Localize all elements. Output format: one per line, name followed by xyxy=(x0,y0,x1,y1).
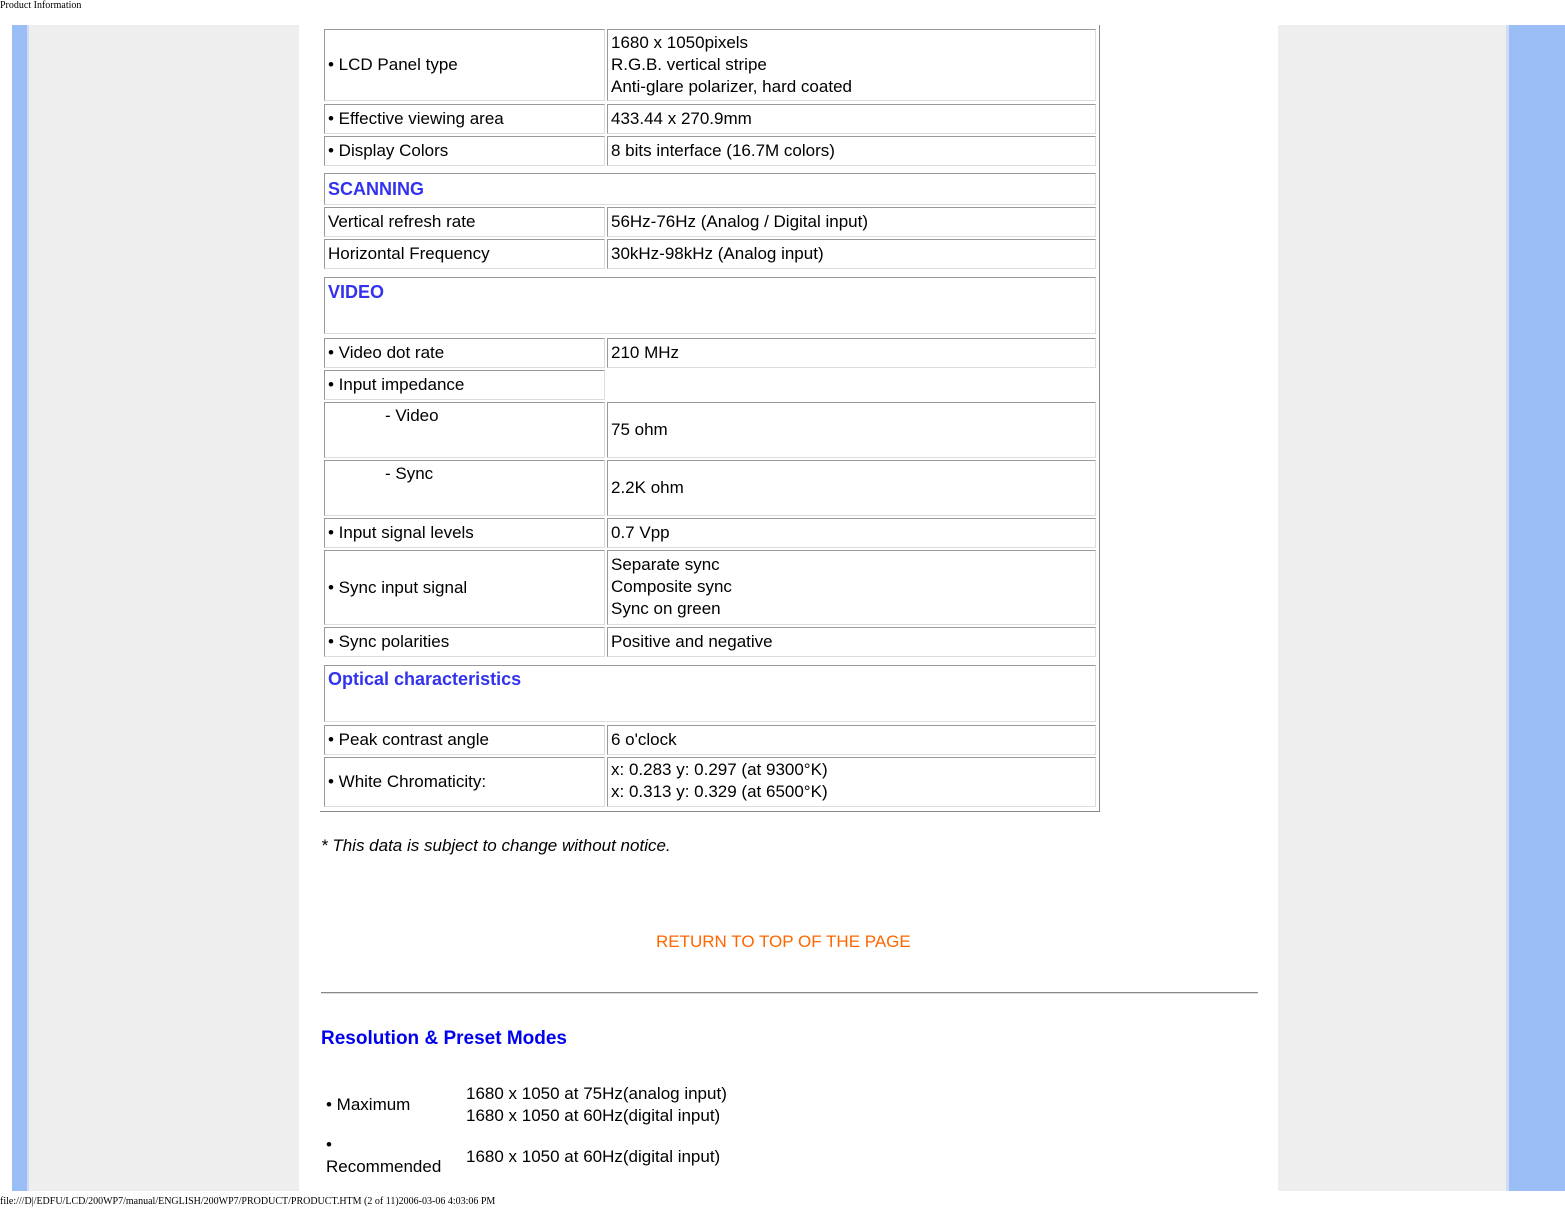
chroma-line-6500: x: 0.313 y: 0.329 (at 6500°K) xyxy=(611,782,828,801)
spec-label-sync-polarities: • Sync polarities xyxy=(324,627,605,657)
left-blue-border xyxy=(12,25,27,1191)
spec-label-horizontal-frequency: Horizontal Frequency xyxy=(324,239,605,269)
spec-label-peak-contrast: • Peak contrast angle xyxy=(324,725,605,755)
right-blue-border xyxy=(1509,25,1565,1191)
spec-label-impedance-sync: - Sync xyxy=(324,460,605,516)
spec-value-viewing-area: 433.44 x 270.9mm xyxy=(607,104,1096,134)
spec-label-vertical-refresh: Vertical refresh rate xyxy=(324,207,605,237)
spec-value-white-chromaticity xyxy=(607,757,1096,807)
spec-value-peak-contrast: 6 o'clock xyxy=(607,725,1096,755)
resolution-heading: Resolution & Preset Modes xyxy=(321,1028,567,1049)
spec-value-impedance-video: 75 ohm xyxy=(607,402,1096,458)
spec-label-display-colors: • Display Colors xyxy=(324,136,605,166)
resolution-value-recommended: 1680 x 1050 at 60Hz(digital input) xyxy=(466,1147,721,1166)
horizontal-divider xyxy=(321,992,1258,994)
spec-label-video-dot-rate: • Video dot rate xyxy=(324,338,605,368)
resolution-value-maximum xyxy=(466,1083,727,1127)
spec-label-impedance-video: - Video xyxy=(324,402,605,458)
recommended-text: Recommended xyxy=(326,1157,442,1176)
return-to-top-link[interactable]: RETURN TO TOP OF THE PAGE xyxy=(656,932,911,951)
resolution-label-maximum: • Maximum xyxy=(326,1095,411,1114)
section-heading-scanning: SCANNING xyxy=(324,173,1096,205)
spec-value-video-dot-rate: 210 MHz xyxy=(607,338,1096,368)
max-line-digital: 1680 x 1050 at 60Hz(digital input) xyxy=(466,1106,721,1125)
sync-line-composite: Composite sync xyxy=(611,577,732,596)
spec-value-display-colors: 8 bits interface (16.7M colors) xyxy=(607,136,1096,166)
spec-value-impedance-sync: 2.2K ohm xyxy=(607,460,1096,516)
chroma-line-9300: x: 0.283 y: 0.297 (at 9300°K) xyxy=(611,760,828,779)
spec-label-input-signal-levels: • Input signal levels xyxy=(324,518,605,548)
sync-line-green: Sync on green xyxy=(611,599,721,618)
section-heading-optical: Optical characteristics xyxy=(324,665,1096,722)
right-sidebar xyxy=(1278,25,1506,1191)
recommended-bullet: • xyxy=(326,1135,332,1154)
spec-label-input-impedance: • Input impedance xyxy=(324,370,605,400)
max-line-analog: 1680 x 1050 at 75Hz(analog input) xyxy=(466,1084,727,1103)
spec-value-sync-polarities: Positive and negative xyxy=(607,627,1096,657)
left-sidebar xyxy=(29,25,299,1191)
spec-label-viewing-area: • Effective viewing area xyxy=(324,104,605,134)
footer-file-path: file:///D|/EDFU/LCD/200WP7/manual/ENGLISH/200WP7/PRODUCT/PRODUCT.HTM (2 of 11)2006-03-06 4:03:06 PM xyxy=(0,1196,496,1207)
disclaimer-note: * This data is subject to change without notice. xyxy=(321,836,671,855)
section-heading-video: VIDEO xyxy=(324,277,1096,334)
lcd-line-resolution: 1680 x 1050pixels xyxy=(611,33,749,52)
spec-value-sync-input-signal xyxy=(607,550,1096,625)
resolution-label-recommended xyxy=(326,1134,441,1178)
sync-line-separate: Separate sync xyxy=(611,555,720,574)
spec-value-horizontal-frequency: 30kHz-98kHz (Analog input) xyxy=(607,239,1096,269)
spec-value-vertical-refresh: 56Hz-76Hz (Analog / Digital input) xyxy=(607,207,1096,237)
spec-label-lcd-panel-type: • LCD Panel type xyxy=(324,29,605,101)
spec-label-white-chromaticity: • White Chromaticity: xyxy=(324,757,605,807)
lcd-line-stripe: R.G.B. vertical stripe xyxy=(611,55,767,74)
spec-value-input-signal-levels: 0.7 Vpp xyxy=(607,518,1096,548)
spec-value-lcd-panel-type xyxy=(607,29,1096,101)
window-title: Product Information xyxy=(0,0,82,11)
lcd-line-polarizer: Anti-glare polarizer, hard coated xyxy=(611,77,852,96)
spec-table xyxy=(320,25,1100,812)
spec-label-sync-input-signal: • Sync input signal xyxy=(324,550,605,625)
